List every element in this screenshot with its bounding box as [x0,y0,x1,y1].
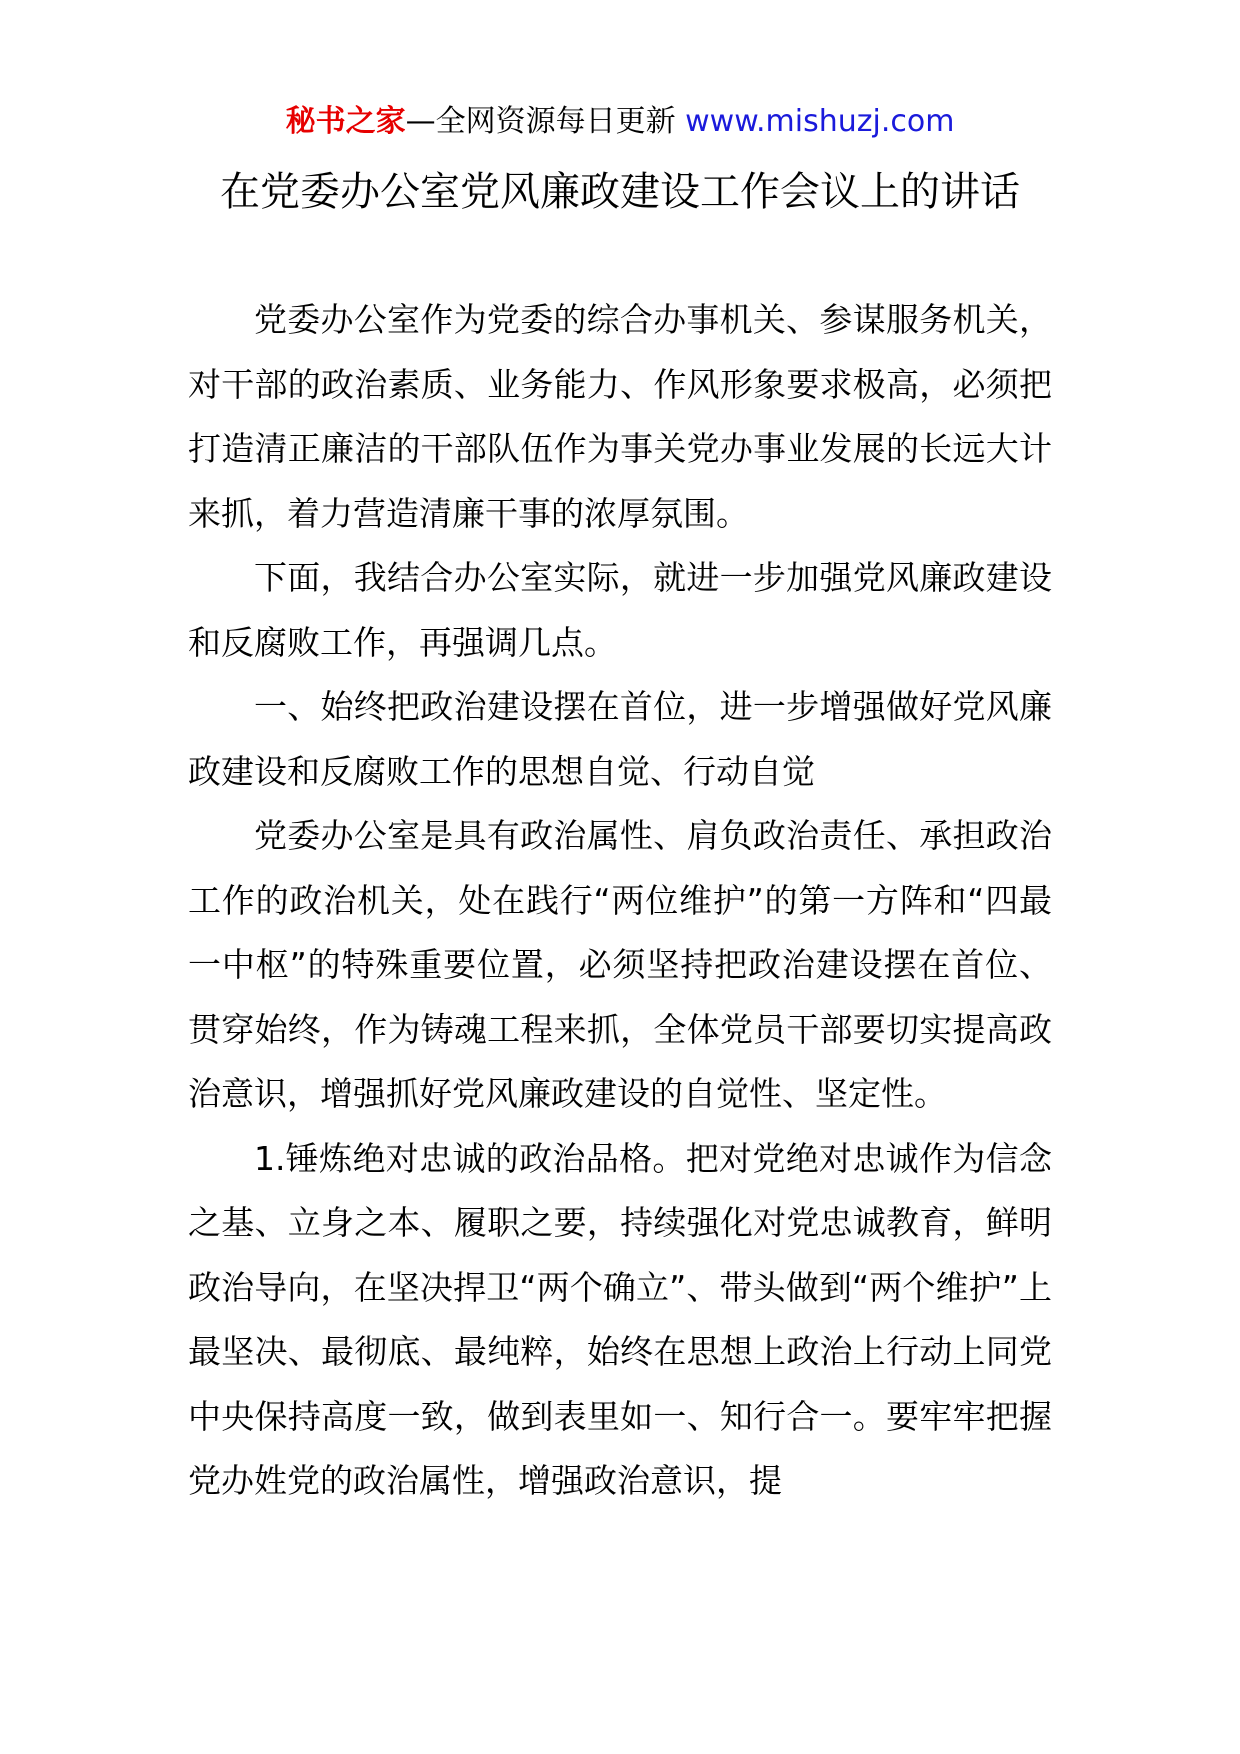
paragraph-item-1: 1.锤炼绝对忠诚的政治品格。把对党绝对忠诚作为信念之基、立身之本、履职之要，持续强化对党忠诚教育，鲜明政治导向，在坚决捍卫“两个确立”、带头做到“两个维护”上最坚决、最彻底、最纯粹，始终在思想上政治上行动上同党中央保持高度一致，做到表里如一、知行合一。要牢牢把握党办姓党的政治属性，增强政治意识，提 [188,1138,1052,1500]
paragraph-intro: 党委办公室作为党委的综合办事机关、参谋服务机关，对干部的政治素质、业务能力、作风形象要求极高，必须把打造清正廉洁的干部队伍作为事关党办事业发展的长远大计来抓，着力营造清廉干事的浓厚氛围。 [188,300,1052,533]
brand-name: 秘书之家 [285,104,406,139]
document-title: 在党委办公室党风廉政建设工作会议上的讲话 [220,169,1020,215]
paragraph-transition: 下面，我结合办公室实际，就进一步加强党风廉政建设和反腐败工作，再强调几点。 [188,558,1052,662]
site-url-link[interactable]: www.mishuzj.com [685,104,955,139]
paragraph-section-1: 党委办公室是具有政治属性、肩负政治责任、承担政治工作的政治机关，处在践行“两位维护”的第一方阵和“四最一中枢”的特殊重要位置，必须坚持把政治建设摆在首位、贯穿始终，作为铸魂工程来抓，全体党员干部要切实提高政治意识，增强抓好党风廉政建设的自觉性、坚定性。 [188,816,1052,1113]
site-header [0,100,1240,144]
document-body [188,288,1052,1514]
header-tagline: —全网资源每日更新 [405,104,686,139]
section-heading-1: 一、始终把政治建设摆在首位，进一步增强做好党风廉政建设和反腐败工作的思想自觉、行动自觉 [188,687,1052,791]
